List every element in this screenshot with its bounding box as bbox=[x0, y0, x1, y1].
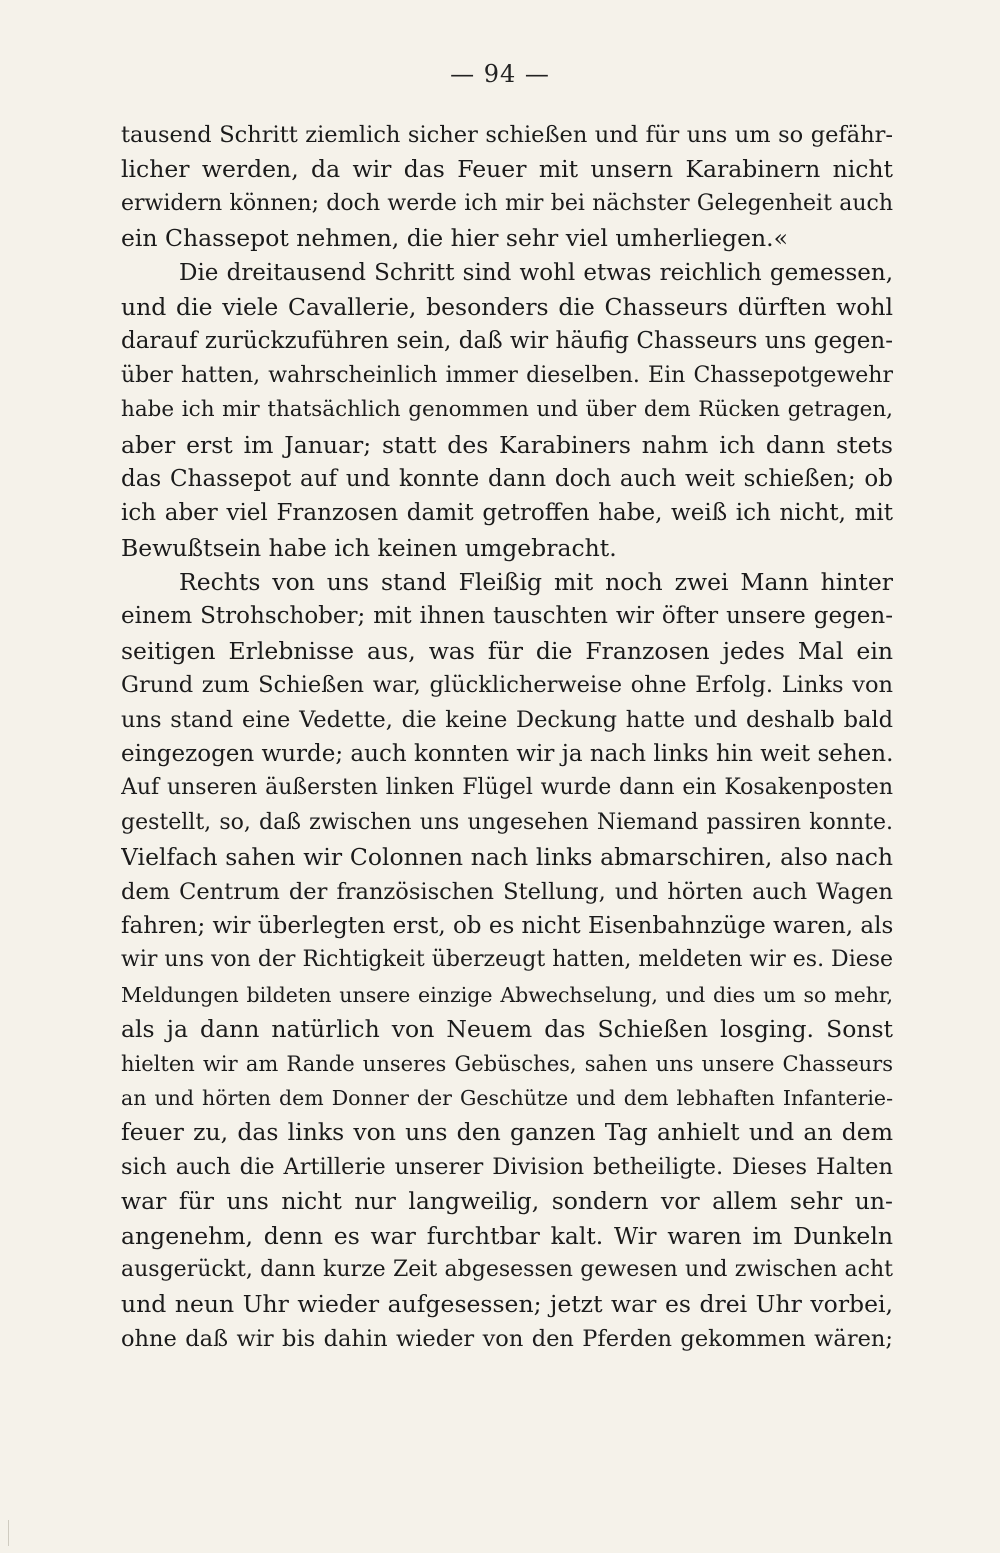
text-line: dem Centrum der französischen Stellung, und hörten auch Wagen bbox=[121, 878, 893, 905]
text-line: und die viele Cavallerie, besonders die Chasseurs dürften wohl bbox=[121, 292, 893, 321]
page-edge-mark bbox=[8, 1520, 9, 1546]
text-line: fahren; wir überlegten erst, ob es nicht Eisenbahnzüge waren, als bbox=[121, 912, 893, 939]
text-line: gestellt, so, daß zwischen uns ungesehen Niemand passiren konnte. bbox=[121, 809, 893, 835]
text-line: ich aber viel Franzosen damit getroffen habe, weiß ich nicht, mit bbox=[121, 500, 893, 527]
text-line: uns stand eine Vedette, die keine Deckung hatte und deshalb bald bbox=[121, 706, 893, 733]
text-line: aber erst im Januar; statt des Karabiners nahm ich dann stets bbox=[121, 430, 893, 459]
text-line: Vielfach sahen wir Colonnen nach links abmarschiren, also nach bbox=[121, 843, 893, 872]
text-line: tausend Schritt ziemlich sicher schießen und für uns um so gefähr- bbox=[121, 122, 893, 148]
text-line: ein Chassepot nehmen, die hier sehr viel umherliegen.« bbox=[121, 224, 788, 253]
text-line: licher werden, da wir das Feuer mit unsern Karabinern nicht bbox=[121, 155, 893, 184]
text-line: habe ich mir thatsächlich genommen und über dem Rücken getragen, bbox=[121, 397, 893, 423]
text-line: wir uns von der Richtigkeit überzeugt hatten, meldeten wir es. Diese bbox=[121, 947, 893, 973]
text-line: darauf zurückzuführen sein, daß wir häufig Chasseurs uns gegen- bbox=[121, 328, 893, 355]
paragraph-start-line: Die dreitausend Schritt sind wohl etwas reichlich gemessen, bbox=[179, 259, 893, 286]
text-line: Grund zum Schießen war, glücklicherweise ohne Erfolg. Links von bbox=[121, 672, 893, 699]
text-line: seitigen Erlebnisse aus, was für die Franzosen jedes Mal ein bbox=[121, 636, 893, 665]
text-line: über hatten, wahrscheinlich immer dieselben. Ein Chassepotgewehr bbox=[121, 362, 893, 388]
text-line: und neun Uhr wieder aufgesessen; jetzt war es drei Uhr vorbei, bbox=[121, 1290, 893, 1319]
text-line: angenehm, denn es war furchtbar kalt. Wir waren im Dunkeln bbox=[121, 1221, 893, 1250]
text-line: hielten wir am Rande unseres Gebüsches, sahen uns unsere Chasseurs bbox=[121, 1051, 893, 1076]
text-line: an und hörten dem Donner der Geschütze und dem lebhaften Infanterie- bbox=[121, 1085, 893, 1110]
page-number: — 94 — bbox=[450, 60, 550, 88]
text-line: feuer zu, das links von uns den ganzen Tag anhielt und an dem bbox=[121, 1118, 893, 1147]
text-line: ohne daß wir bis dahin wieder von den Pferden gekommen wären; bbox=[121, 1325, 893, 1352]
text-line: Auf unseren äußersten linken Flügel wurde dann ein Kosakenposten bbox=[121, 775, 893, 801]
text-line: Meldungen bildeten unsere einzige Abwechselung, und dies um so mehr, bbox=[121, 982, 893, 1007]
text-line: Bewußtsein habe ich keinen umgebracht. bbox=[121, 533, 617, 562]
body-text bbox=[121, 118, 893, 1356]
text-line: das Chassepot auf und konnte dann doch auch weit schießen; ob bbox=[121, 465, 893, 492]
text-line: sich auch die Artillerie unserer Division betheiligte. Dieses Halten bbox=[121, 1153, 893, 1180]
paragraph-start-line: Rechts von uns stand Fleißig mit noch zwei Mann hinter bbox=[179, 568, 893, 597]
text-line: ausgerückt, dann kurze Zeit abgesessen gewesen und zwischen acht bbox=[121, 1256, 893, 1282]
text-line: eingezogen wurde; auch konnten wir ja nach links hin weit sehen. bbox=[121, 741, 893, 768]
text-line: erwidern können; doch werde ich mir bei nächster Gelegenheit auch bbox=[121, 190, 893, 216]
text-line: einem Strohschober; mit ihnen tauschten wir öfter unsere gegen- bbox=[121, 603, 893, 630]
text-line: war für uns nicht nur langweilig, sondern vor allem sehr un- bbox=[121, 1187, 893, 1216]
text-line: als ja dann natürlich von Neuem das Schießen losging. Sonst bbox=[121, 1015, 893, 1044]
